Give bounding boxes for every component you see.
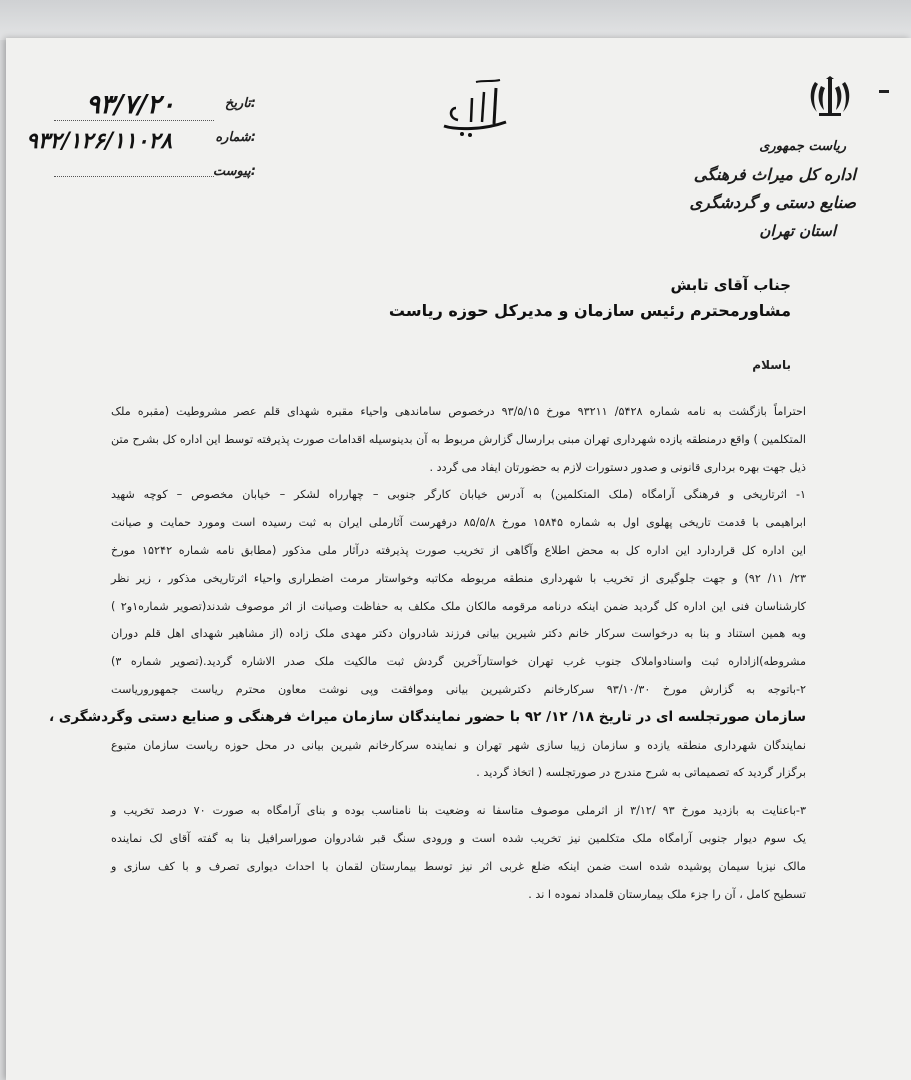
body-line: این اداره کل قراردارد این اداره کل به محض اطلاع وآگاهی از تخریب صورت پذیرفته درآثار ملی مذکور (مطابق نامه شماره ۱۵۲۴۲ مورخ [111, 543, 807, 557]
sender-line: استان تهران [759, 222, 836, 240]
addressee [191, 272, 791, 324]
sender-line: ریاست جمهوری [759, 139, 846, 154]
addressee-name: جناب آقای تابش [670, 276, 791, 294]
corner-mark [879, 90, 889, 93]
letter-body [48, 398, 807, 908]
body-line: نمایندگان شهرداری منطقه یازده و سازمان زیبا سازی شهر تهران و نماینده سرکارخانم شیرین بیانی در محل حوزه ریاست سازمان متبوع [111, 738, 806, 752]
attachment-label: پیوست: [212, 164, 256, 179]
bismillah-calligraphy [436, 78, 516, 140]
body-line: ۳-باعنایت به بازدید مورخ ۹۳ /۳/۱۲ از اثرملی موصوف متاسفا نه وضعیت بنا نامناسب بوده و بنای آرامگاه به صورت ۷۰ درصد تخریب و [111, 804, 806, 818]
number-label: شماره: [215, 130, 256, 145]
body-line: مشروطه)ازاداره ثبت واسنادواملاک جنوب غرب تهران خواستارآخرین گردش ثبت مالکیت ملک صدر الاشاره گردید.(تصویر شماره ۳) [111, 655, 806, 669]
body-line: یک سوم دیوار جنوبی آرامگاه ملک متکلمین نیز تخریب شده است و ورودی سنگ قبر شادروان صوراسرافیل بنا به گفته آقای لک نماینده [111, 831, 806, 845]
sender-block [636, 133, 856, 245]
iran-emblem-icon [807, 76, 853, 118]
monitor-frame [0, 0, 911, 40]
sender-line: صنایع دستی و گردشگری [689, 193, 856, 212]
body-line: سازمان صورتجلسه ای در تاریخ ۱۸/ ۱۲/ ۹۲ با حضور نمایندگان سازمان میراث فرهنگی و صنایع دستی وگردشگری ، [48, 708, 806, 725]
body-line: ۱- اثرتاریخی و فرهنگی آرامگاه (ملک المتکلمین) به آدرس خیابان کارگر جنوبی – چهارراه لشکر – خیابان مخصوص – کوچه شهید [111, 488, 806, 502]
date-value: ۹۳/۷/۲۰ [86, 90, 175, 120]
body-line: وبه همین استناد و بنا به درخواست سرکار خانم دکتر شیرین بیانی فرزند شادروان دکتر مهدی ملک زاده (از مشاهیر شهدای اهل قلم دوران [111, 627, 806, 641]
body-line: ۲-باتوجه به گزارش مورخ ۹۳/۱۰/۳۰ سرکارخانم دکترشیرین بیانی وموافقت وپی نوشت معاون محترم ریاست جمهوروریاست [111, 682, 807, 696]
addressee-title: مشاورمحترم رئیس سازمان و مدیرکل حوزه ریاست [388, 301, 791, 320]
body-line: المتکلمین ) واقع درمنطقه یازده شهرداری تهران مبنی برارسال گزارش مربوط به آن بدینوسیله اقدامات صورت پذیرفته توسط این اداره کل بشرح متن [111, 432, 806, 446]
date-label: تاریخ: [224, 96, 256, 111]
body-line: مالک نیزبا سیمان پوشیده شده است ضمن اینکه ضلع غربی اثر نیز توسط بیمارستان لقمان با احداث دیواری تصرف و با کف سازی و [111, 859, 806, 873]
body-line: تسطیح کامل ، آن را جزء ملک بیمارستان قلمداد نموده ا ند . [528, 887, 806, 901]
body-line: ذیل جهت بهره برداری قانونی و صدور دستورات لازم به حضورتان ایفاد می گردد . [429, 460, 806, 474]
letter-meta [26, 90, 256, 198]
body-line: کارشناسان فنی این اداره کل گردید ضمن اینکه درنامه مرقومه مالکان ملک مکلف به حفاظت وصیانت از اثر موصوف شدند(تصویر شماره۱و۲ ) [111, 599, 807, 613]
sender-line: اداره کل میراث فرهنگی [693, 165, 856, 184]
body-line: ابراهیمی با قدمت تاریخی پهلوی اول به شماره ۱۵۸۴۵ مورخ ۸۵/۵/۸ درفهرست آثارملی ایران به ثبت رسیده است ومورد حمایت و صیانت [111, 516, 806, 530]
number-value: ۹۳۲/۱۲۶/۱۱۰۲۸ [26, 128, 173, 154]
body-line: احتراماً بازگشت به نامه شماره ۵۴۲۸/ ۹۳۲۱۱ مورخ ۹۳/۵/۱۵ درخصوص ساماندهی واحیاء مقبره شهدای قلم عصر مشروطیت (مقبره ملک [111, 405, 807, 418]
body-line: برگزار گردید که تصمیماتی به شرح مندرج در صورتجلسه ( اتخاذ گردید . [476, 766, 806, 780]
greeting: باسلام [752, 358, 791, 372]
letter-page [6, 38, 911, 1080]
body-line: ۲۳/ ۱۱/ ۹۲) و جهت جلوگیری از تخریب با شهرداری منطقه مربوطه مکاتبه وخواستار مرمت اضطراری واحیاء اثرتاریخی مذکور ، زیر نظر [111, 571, 806, 585]
